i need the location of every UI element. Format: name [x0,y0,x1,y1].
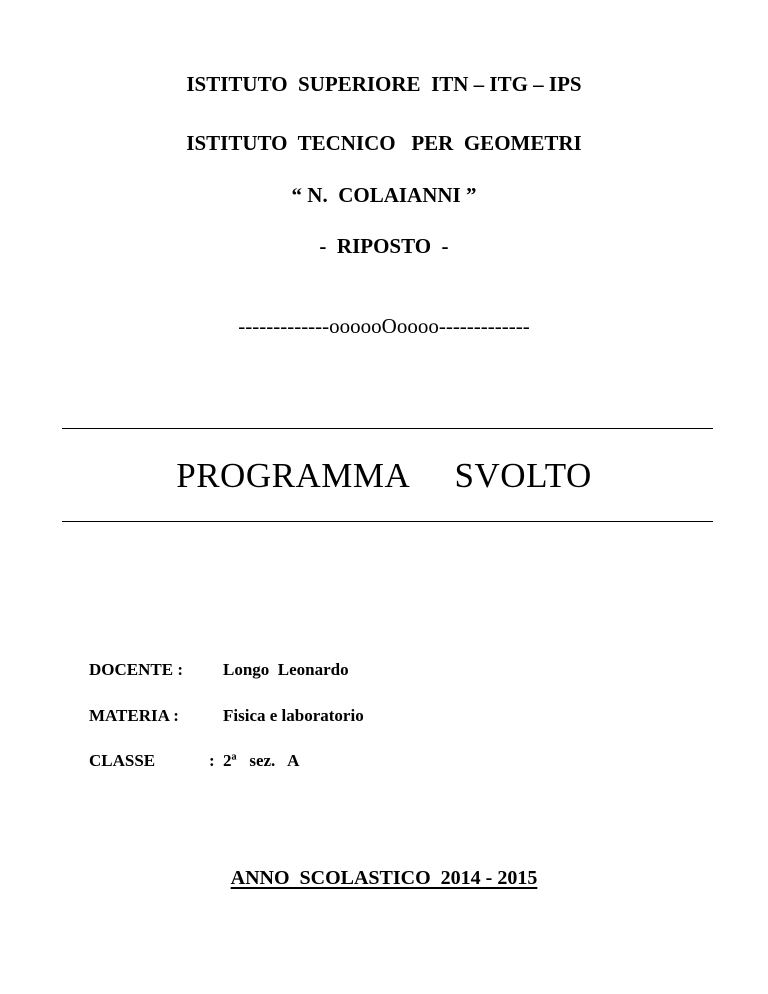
classe-colon: : [209,751,215,770]
docente-label: DOCENTE : [89,660,183,679]
decorative-separator: -------------oooooOoooo------------- [238,314,530,338]
title-rule-bottom [62,521,713,522]
institute-type: ISTITUTO TECNICO PER GEOMETRI [186,131,582,155]
docente-value: Longo Leonardo [223,660,349,679]
school-year: ANNO SCOLASTICO 2014 - 2015 [230,867,538,889]
materia-label: MATERIA : [89,706,179,725]
classe-label: CLASSE [89,751,156,770]
institute-name: “ N. COLAIANNI ” [291,183,477,207]
school-year-line [0,867,768,890]
title-rule-top [62,428,713,429]
document-title: PROGRAMMA SVOLTO [176,456,592,495]
materia-value: Fisica e laboratorio [223,706,364,725]
classe-row [72,731,299,791]
classe-value: 2ª sez. A [223,751,300,770]
institute-city: - RIPOSTO - [319,234,449,258]
school-name: ISTITUTO SUPERIORE ITN – ITG – IPS [186,72,582,96]
